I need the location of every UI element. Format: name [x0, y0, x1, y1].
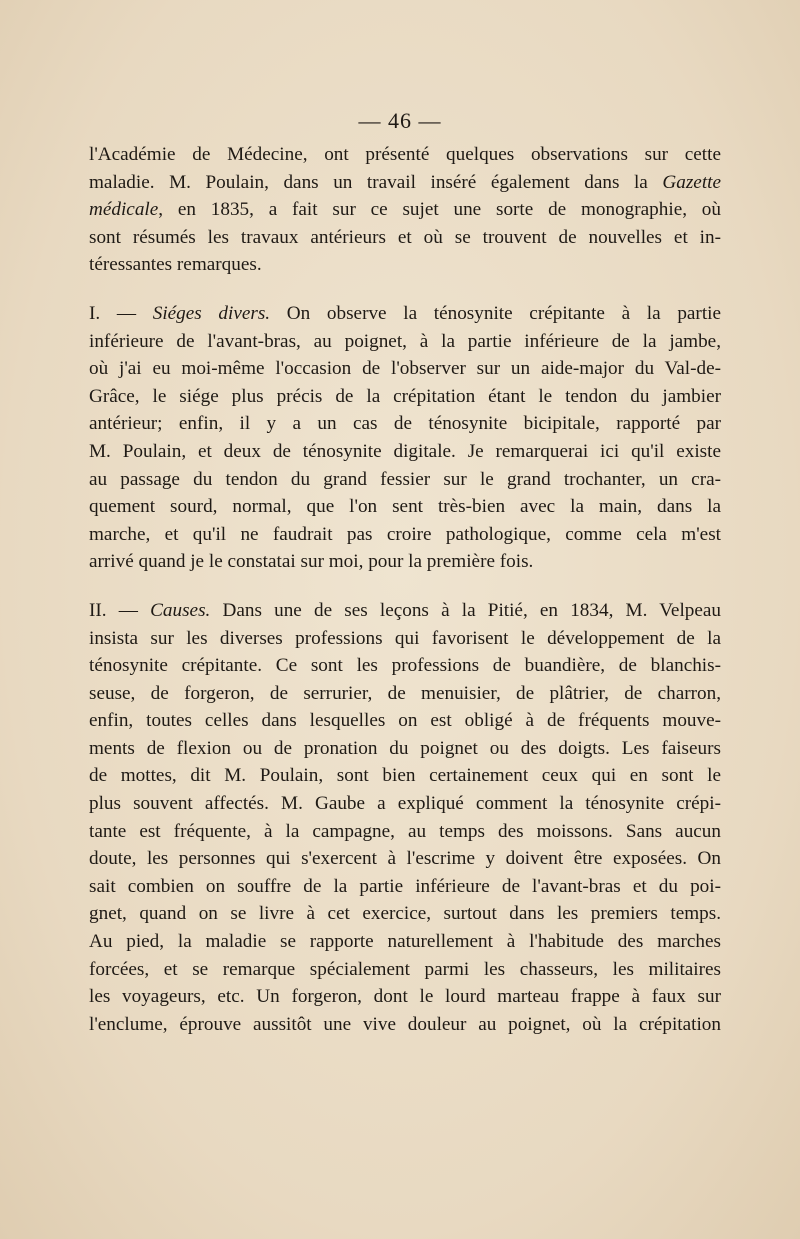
text-line: ténosynite crépitante. Ce sont les professions de buandière, de blanchis-	[89, 655, 721, 677]
page-number: — 46 —	[358, 108, 442, 133]
text-line: forcées, et se remarque spécialement parmi les chasseurs, les militaires	[89, 958, 721, 980]
section-number: II. —	[89, 599, 138, 621]
text-line: sait combien on souffre de la partie inférieure de l'avant-bras et du poi-	[89, 875, 721, 897]
text-line: arrivé quand je le constatai sur moi, pour la première fois.	[89, 551, 534, 573]
text-line: gnet, quand on se livre à cet exercice, surtout dans les premiers temps.	[89, 903, 721, 925]
section-title: Causes.	[150, 599, 211, 621]
text-line: maladie. M. Poulain, dans un travail inséré également dans la Gazette	[89, 171, 722, 193]
text-line: tante est fréquente, à la campagne, au temps des moissons. Sans aucun	[89, 820, 721, 842]
text-line: ments de flexion ou de pronation du poignet ou des doigts. Les faiseurs	[89, 737, 721, 759]
text-line: M. Poulain, et deux de ténosynite digitale. Je remarquerai ici qu'il existe	[89, 440, 721, 462]
body-text	[89, 141, 721, 1038]
text-line: seuse, de forgeron, de serrurier, de menuisier, de plâtrier, de charron,	[89, 682, 721, 704]
text-line: antérieur; enfin, il y a un cas de ténosynite bicipitale, rapporté par	[89, 413, 721, 435]
text-line: Au pied, la maladie se rapporte naturellement à l'habitude des marches	[89, 931, 721, 953]
text-line: doute, les personnes qui s'exercent à l'escrime y doivent être exposées. On	[89, 848, 721, 870]
text-line: Grâce, le siége plus précis de la crépitation étant le tendon du jambier	[89, 385, 721, 407]
text-line: I. — Siéges divers. On observe la ténosynite crépitante à la partie	[89, 302, 721, 324]
text-line: insista sur les diverses professions qui favorisent le développement de la	[89, 627, 721, 649]
text-line: médicale, en 1835, a fait sur ce sujet une sorte de monographie, où	[89, 199, 721, 221]
text-line: II. — Causes. Dans une de ses leçons à la Pitié, en 1834, M. Velpeau	[89, 599, 722, 621]
text-line: de mottes, dit M. Poulain, sont bien certainement ceux qui en sont le	[89, 765, 721, 787]
section-number: I. —	[89, 302, 137, 324]
text-line: les voyageurs, etc. Un forgeron, dont le lourd marteau frappe à faux sur	[89, 986, 721, 1008]
text-line: marche, et qu'il ne faudrait pas croire pathologique, comme cela m'est	[89, 523, 721, 545]
section-title: Siéges divers.	[152, 302, 271, 324]
text-line: sont résumés les travaux antérieurs et où se trouvent de nouvelles et in-	[89, 226, 721, 248]
text-line: où j'ai eu moi-même l'occasion de l'observer sur un aide-major du Val-de-	[89, 358, 721, 380]
italic-gazette: Gazette	[662, 171, 722, 193]
paragraph-intro	[89, 141, 721, 279]
text-line: l'Académie de Médecine, ont présenté quelques observations sur cette	[89, 144, 721, 165]
text-line: enfin, toutes celles dans lesquelles on est obligé à de fréquents mouve-	[89, 710, 721, 732]
italic-medicale: médicale	[89, 199, 159, 221]
text-line: au passage du tendon du grand fessier sur le grand trochanter, un cra-	[89, 468, 721, 490]
text-line: l'enclume, éprouve aussitôt une vive douleur au poignet, où la crépitation	[89, 1013, 721, 1035]
text-line: téressantes remarques.	[89, 254, 262, 276]
text-line: inférieure de l'avant-bras, au poignet, à la partie inférieure de la jambe,	[89, 330, 721, 352]
text-line: plus souvent affectés. M. Gaube a expliqué comment la ténosynite crépi-	[89, 793, 721, 815]
text-line: quement sourd, normal, que l'on sent très-bien avec la main, dans la	[89, 496, 721, 518]
paragraph-sieges	[89, 300, 721, 576]
paragraph-causes	[89, 597, 721, 1039]
